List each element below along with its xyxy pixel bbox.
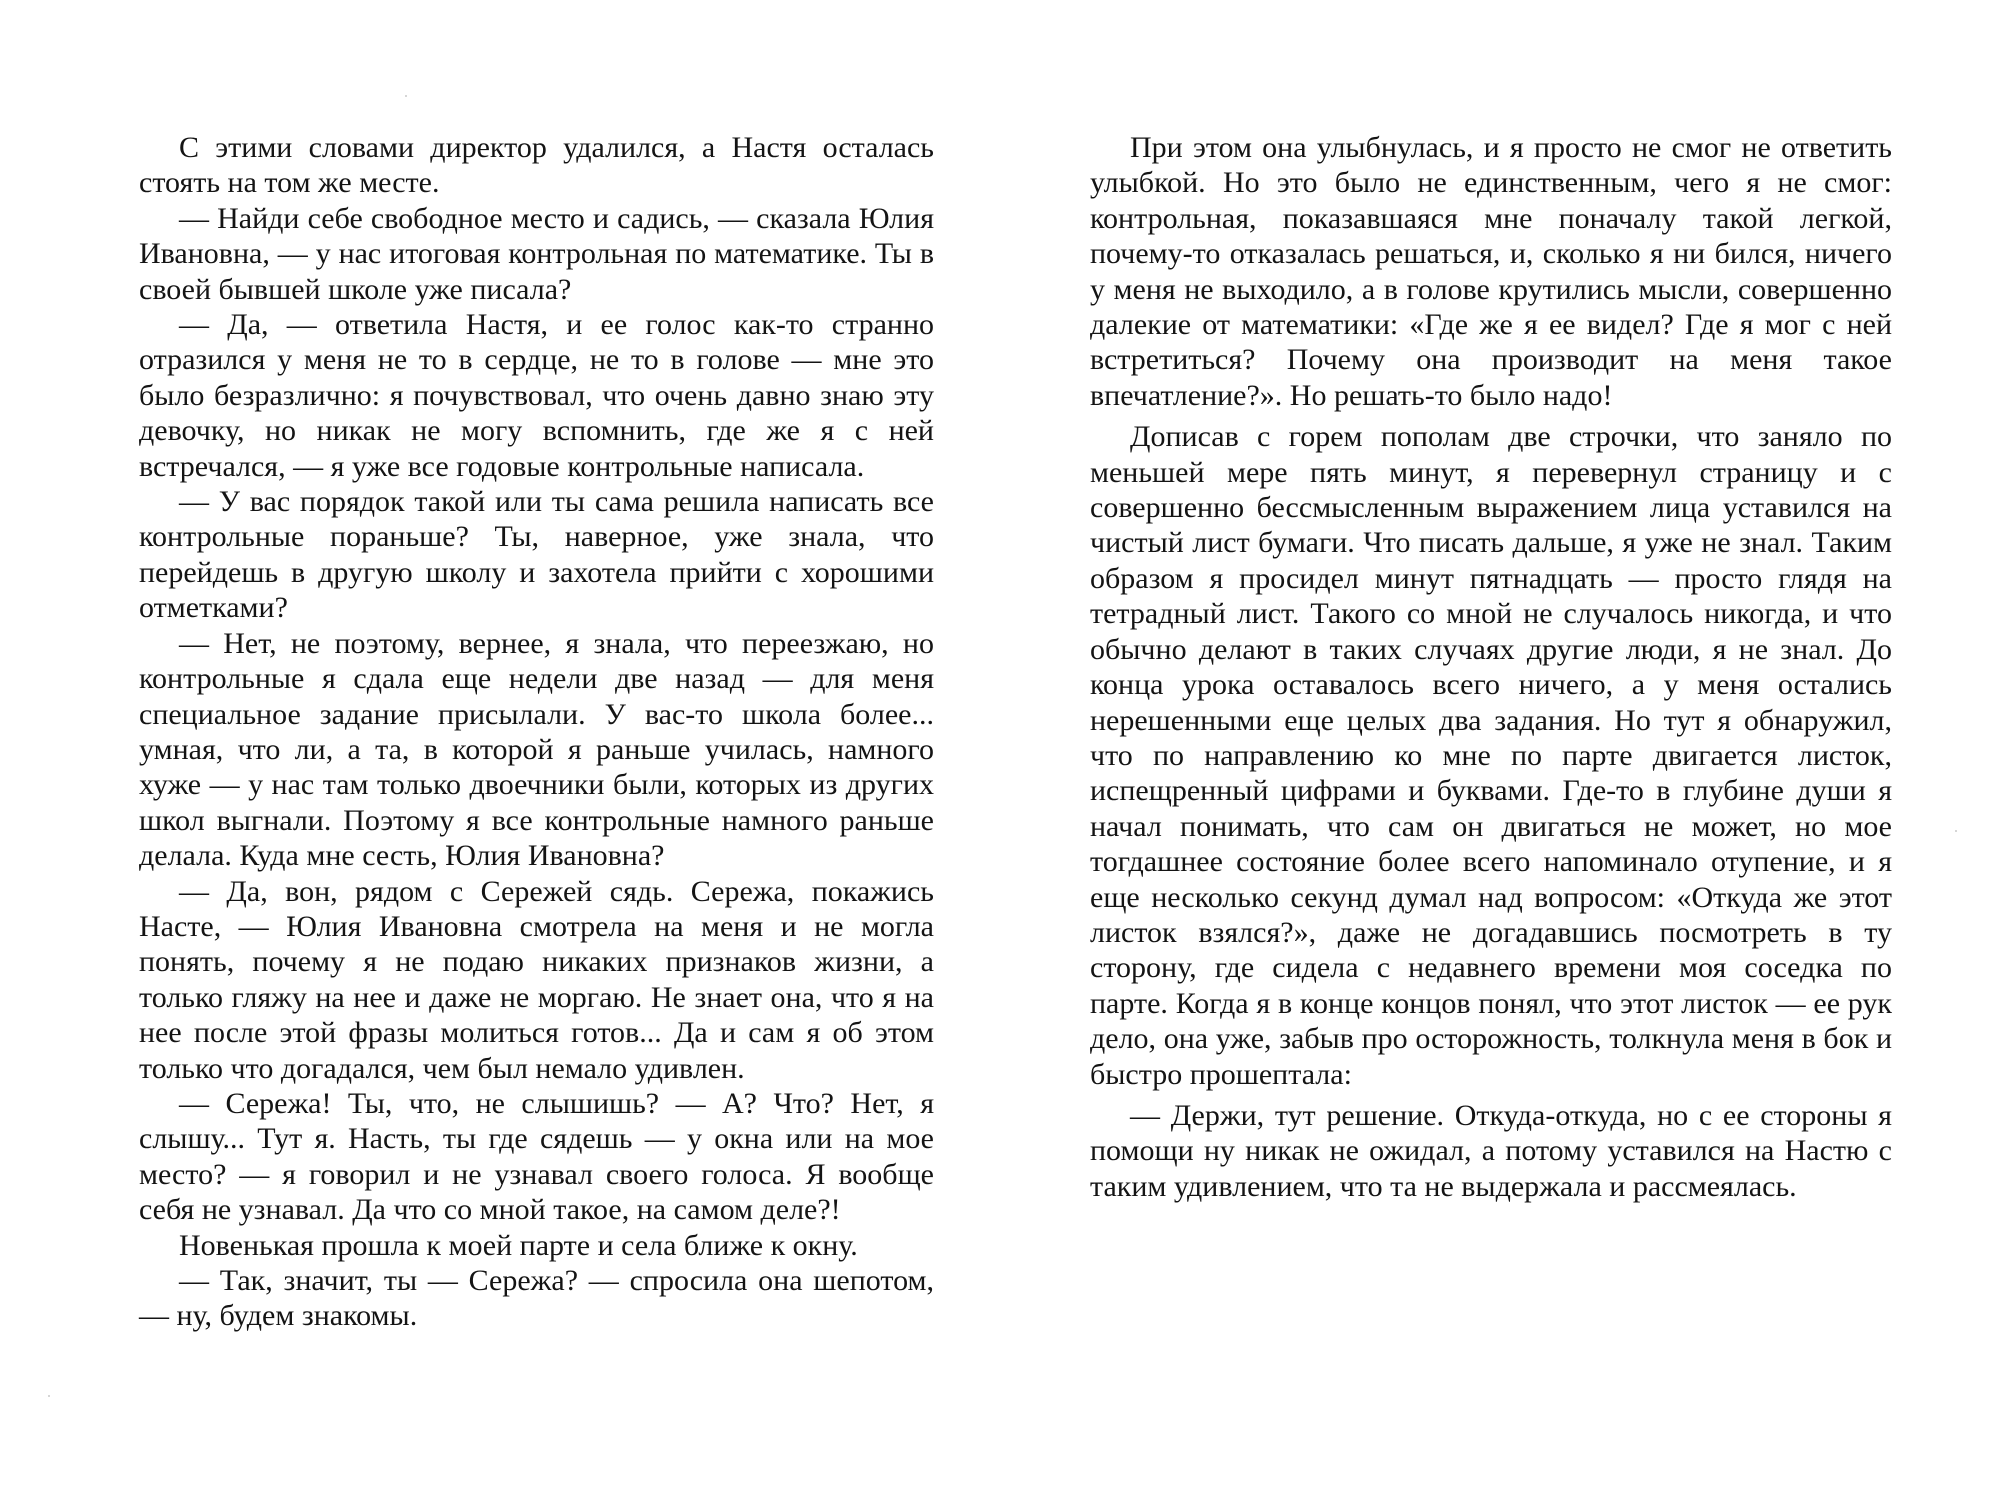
scan-speck [48,1395,50,1397]
scan-speck [1955,830,1957,832]
left-page [139,130,934,1334]
right-page [1090,130,1892,1204]
paragraph: При этом она улыбнулась, и я просто не смог не ответить улыбкой. Но это было не единственным, чего я не смог: контрольная, показавшаяся мне поначалу такой легкой, почему-то отказалась решаться, и, сколько я ни бился, ничего у меня не выходило, а в голове крутились мысли, совершенно далекие от математики: «Где же я ее видел? Где я мог с ней встретиться? Почему она производит на меня такое впечатление?». Но решать-то было надо! [1090,131,1892,412]
paragraph: — Найди себе свободное место и садись, — сказала Юлия Ивановна, — у нас итоговая контрольная по математике. Ты в своей бывшей школе уже писала? [139,201,934,306]
paragraph: — Да, — ответила Настя, и ее голос как-то странно отразился у меня не то в сердце, не то в голове — мне это было безразлично: я почувствовал, что очень давно знаю эту девочку, но никак не могу вспомнить, где же я с ней встречался, — я уже все годовые контрольные написала. [139,308,934,483]
paragraph: — У вас порядок такой или ты сама решила написать все контрольные пораньше? Ты, наверное, уже знала, что перейдешь в другую школу и захотела прийти с хорошими отметками? [139,485,934,625]
paragraph: — Да, вон, рядом с Сережей сядь. Сережа, покажись Насте, — Юлия Ивановна смотрела на меня и не могла понять, почему я не подаю никаких признаков жизни, а только гляжу на нее и даже не моргаю. Не знает она, что я на нее после этой фразы молиться готов... Да и сам я об этом только что догадался, чем был немало удивлен. [139,874,934,1085]
paragraph: Дописав с горем пополам две строчки, что заняло по меньшей мере пять минут, я перевернул страницу и с совершенно бессмысленным выражением лица уставился на чистый лист бумаги. Что писать дальше, я уже не знал. Таким образом я просидел минут пятнадцать — просто глядя на тетрадный лист. Такого со мной не случалось никогда, и что обычно делают в таких случаях другие люди, я не знал. До конца урока оставалось всего ничего, а у меня остались нерешенными еще целых два задания. Но тут я обнаружил, что по направлению ко мне по парте двигается листок, испещренный цифрами и буквами. Где-то в глубине души я начал понимать, что сам он двигаться не может, но мое тогдашнее состояние более всего напоминало отупение, и я еще несколько секунд думал над вопросом: «Откуда же этот листок взялся?», даже не догадавшись посмотреть в ту сторону, где сидела с недавнего времени моя соседка по парте. Когда я в конце концов понял, что этот листок — ее рук дело, она уже, забыв про осторожность, толкнула меня в бок и быстро прошептала: [1090,420,1892,1091]
paragraph: — Нет, не поэтому, вернее, я знала, что переезжаю, но контрольные я сдала еще недели две назад — для меня специальное задание присылали. У вас-то школа более... умная, что ли, а та, в которой я раньше училась, намного хуже — у нас там только двоечники были, которых из других школ выгнали. Поэтому я все контрольные намного раньше делала. Куда мне сесть, Юлия Ивановна? [139,626,934,873]
paragraph: — Так, значит, ты — Сережа? — спросила она шепотом, — ну, будем знакомы. [139,1264,934,1333]
paragraph: С этими словами директор удалился, а Настя осталась стоять на том же месте. [139,131,934,200]
scan-speck [405,95,407,97]
paragraph: — Сережа! Ты, что, не слышишь? — А? Что? Нет, я слышу... Тут я. Насть, ты где сядешь — у окна или на мое место? — я говорил и не узнавал своего голоса. Я вообще себя не узнавал. Да что со мной такое, на самом деле?! [139,1086,934,1227]
paragraph: Новенькая прошла к моей парте и села ближе к окну. [179,1228,858,1262]
paragraph: — Держи, тут решение. Откуда-откуда, но с ее стороны я помощи ну никак не ожидал, а потому уставился на Настю с таким удивлением, что та не выдержала и рассмеялась. [1090,1098,1892,1203]
